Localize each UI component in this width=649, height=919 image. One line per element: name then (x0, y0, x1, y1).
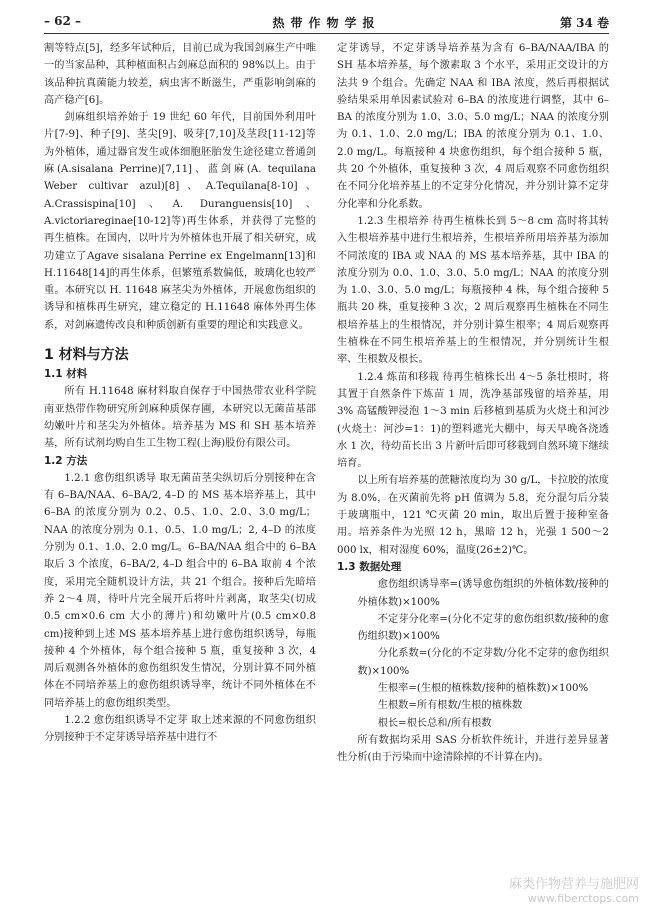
subsection-heading: 1.2 方法 (44, 454, 88, 467)
journal-title: 热带作物学报 (272, 16, 381, 30)
page-header (44, 12, 609, 32)
watermark (509, 873, 639, 905)
left-column (44, 40, 316, 747)
paragraph: 以上所有培养基的蔗糖浓度均为 30 g/L，卡拉胶的浓度为 8.0%，在灭菌前先将 pH 值调为 5.8，充分混匀后分装于玻璃瓶中，121 ℃灭菌 20 min，取出后置于接种室备用。培养条件为光照 12 h，黑暗 12 h，光强 1 500～2 000 lx，相对湿度 60%，温度(26±2)℃。 (337, 475, 609, 556)
paragraph: 1.2.2 愈伤组织诱导不定芽 取上述来源的不同愈伤组织分别接种于不定芽诱导培养基中进行不 (44, 714, 316, 744)
header-rule (44, 33, 609, 34)
watermark-line1: 麻类作物营养与施肥网 (508, 877, 639, 892)
formula: 根长=根长总和/所有根数 (377, 717, 492, 729)
paragraph: 割等特点[5]，经多年试种后，目前已成为我国剑麻生产中唯一的当家品种，其种植面积占剑麻总面积的 98%以上。由于该品种抗真菌能力较差，病虫害不断滋生，严重影响剑麻的高产稳产[6]。 (44, 43, 316, 106)
right-column (337, 40, 609, 766)
paragraph: 定芽诱导，不定芽诱导培养基为含有 6–BA/NAA/IBA 的 SH 基本培养基，每个激素取 3 个水平，采用正交设计的方法共 9 个组合。先确定 NAA 和 IBA 浓度，然后再根据试验结果采用单因素试验对 6–BA 的浓度进行调整，其中 6–BA 的浓度分别为 1.0、3.0、5.0 mg/L；NAA 的浓度分别为 0.1、1.0、2.0 mg/L；IBA 的浓度分别为 0.1、1.0、2.0 mg/L。每瓶接种 4 块愈伤组织，每个组合接种 5 瓶，共 20 个外植体，重复接种 3 次，4 周后观察不同愈伤组织在不同分化培养基上的不定芽分化情况，并分别计算不定芽分化率和分化系数。 (337, 43, 609, 210)
paragraph: 所有 H.11648 麻材料取自保存于中国热带农业科学院南亚热带作物研究所剑麻种质保存圃，本研究以无菌苗基部幼嫩叶片和茎尖为外植体。培养基为 MS 和 SH 基本培养基，所有试剂均购自生工生物工程(上海)股份有限公司。 (44, 386, 316, 450)
formula: 不定芽分化率=(分化不定芽的愈伤组织数/接种的愈伤组织数)×100% (357, 613, 609, 643)
formula: 愈伤组织诱导率=(诱导愈伤组织的外植体数/接种的外植体数)×100% (357, 579, 609, 608)
formula: 生根数=所有根数/生根的植株数 (377, 700, 523, 712)
formula: 生根率=(生根的植株数/接种的植株数)×100% (377, 682, 589, 694)
subsection-heading: 1.1 材料 (44, 368, 88, 381)
section-heading: 1 材料与方法 (44, 347, 129, 364)
paragraph: 1.2.3 生根培养 待再生植株长到 5～8 cm 高时将其转入生根培养基中进行生根培养，生根培养所用培养基为添加不同浓度的 IBA 或 NAA 的 MS 基本培养基，其中 IBA 的浓度分别为 0.0、1.0、3.0、5.0 mg/L；NAA 的浓度分别为 1.0、3.0、5.0 mg/L；每瓶接种 4 株，每个组合接种 5 瓶共 20 株，重复接种 3 次，2 周后观察再生植株在不同生根培养基上的生根情况，并分别计算生根率；4 周后观察再生植株在不同生根培养基上的生根情况，并分别统计生根率、生根数及根长。 (337, 215, 609, 366)
paragraph: 1.2.1 愈伤组织诱导 取无菌苗茎尖纵切后分别接种在含有 6–BA/NAA、6–BA/2, 4–D 的 MS 基本培养基上，其中 6–BA 的浓度分别为 0.2、0.5、1.0、2.0、3.0 mg/L；NAA 的浓度分别为 0.1、0.5、1.0 mg/L；2, 4–D 的浓度分别为 0.1、1.0、2.0 mg/L。6–BA/NAA 组合中的 6–BA 取后 3 个浓度，6–BA/2, 4–D 组合中的 6–BA 取前 4 个浓度，采用完全随机设计方法，共 21 个组合。接种后先暗培养 2～4 周，待叶片完全展开后将叶片剥离，取茎尖(切成0.5 cm×0.6 cm 大小的薄片)和幼嫩叶片(0.5 cm×0.8 cm)接种到上述 MS 基本培养基上进行愈伤组织诱导，每瓶接种 4 个外植体，每个组合接种 5 瓶，重复接种 3 次，4 周后观测各外植体的愈伤组织发生情况，分别计算不同外植体在不同培养基上的愈伤组织诱导率，统计不同外植体在不同培养基上的愈伤组织类型。 (44, 472, 316, 709)
paragraph: 剑麻组织培养始于 19 世纪 60 年代，目前国外利用叶片[7-9]、种子[9]、茎尖[9]、吸芽[7,10]及茎段[11-12]等为外植体，通过器官发生或体细胞胚胎发生途径建立普通剑麻(A.sisalana Perrine)[7,11]、蓝剑麻(A. tequilana Weber cultivar azul)[8]、A.Tequilana[8-10]、A.Crassispina[10]、A. Duranguensis[10]、A.victoriareginae[10-12]等)再生体系，并获得了完整的再生植株。在国内，以叶片为外植体也开展了相关研究，成功建立了Agave sisalana Perrine ex Engelmann[13]和H.11648[14]的再生体系，但繁殖系数偏低，玻璃化也较严重。本研究以 H. 11648 麻茎尖为外植体，开展愈伤组织的诱导和植株再生研究，建立稳定的 H.11648 麻体外再生体系，对剑麻遗传改良和种质创新有重要的理论和实践意义。 (44, 112, 316, 331)
paragraph: 所有数据均采用 SAS 分析软件统计，并进行差异显著性分析(由于污染而中途清除掉的不计算在内)。 (337, 734, 609, 764)
formula: 分化系数=(分化的不定芽数/分化不定芽的愈伤组织数)×100% (357, 648, 609, 677)
subsection-heading: 1.3 数据处理 (337, 560, 402, 573)
page-number: – 62 – (44, 14, 82, 28)
volume-label: 第 34 卷 (559, 16, 609, 30)
watermark-line2: www.fiberctops.com (527, 892, 639, 905)
paragraph: 1.2.4 炼苗和移栽 待再生植株长出 4～5 条壮根时，将其置于自然条件下炼苗 1 周，洗净基部残留的培养基，用 3% 高锰酸钾浸泡 1～3 min 后移植到基质为火烧土和河沙(火烧土：河沙=1：1)的塑料遮光大棚中，每天早晚各浇透水 1 次，待幼苗长出 3 片新叶后即可移栽到自然环境下继续培育。 (337, 371, 609, 470)
